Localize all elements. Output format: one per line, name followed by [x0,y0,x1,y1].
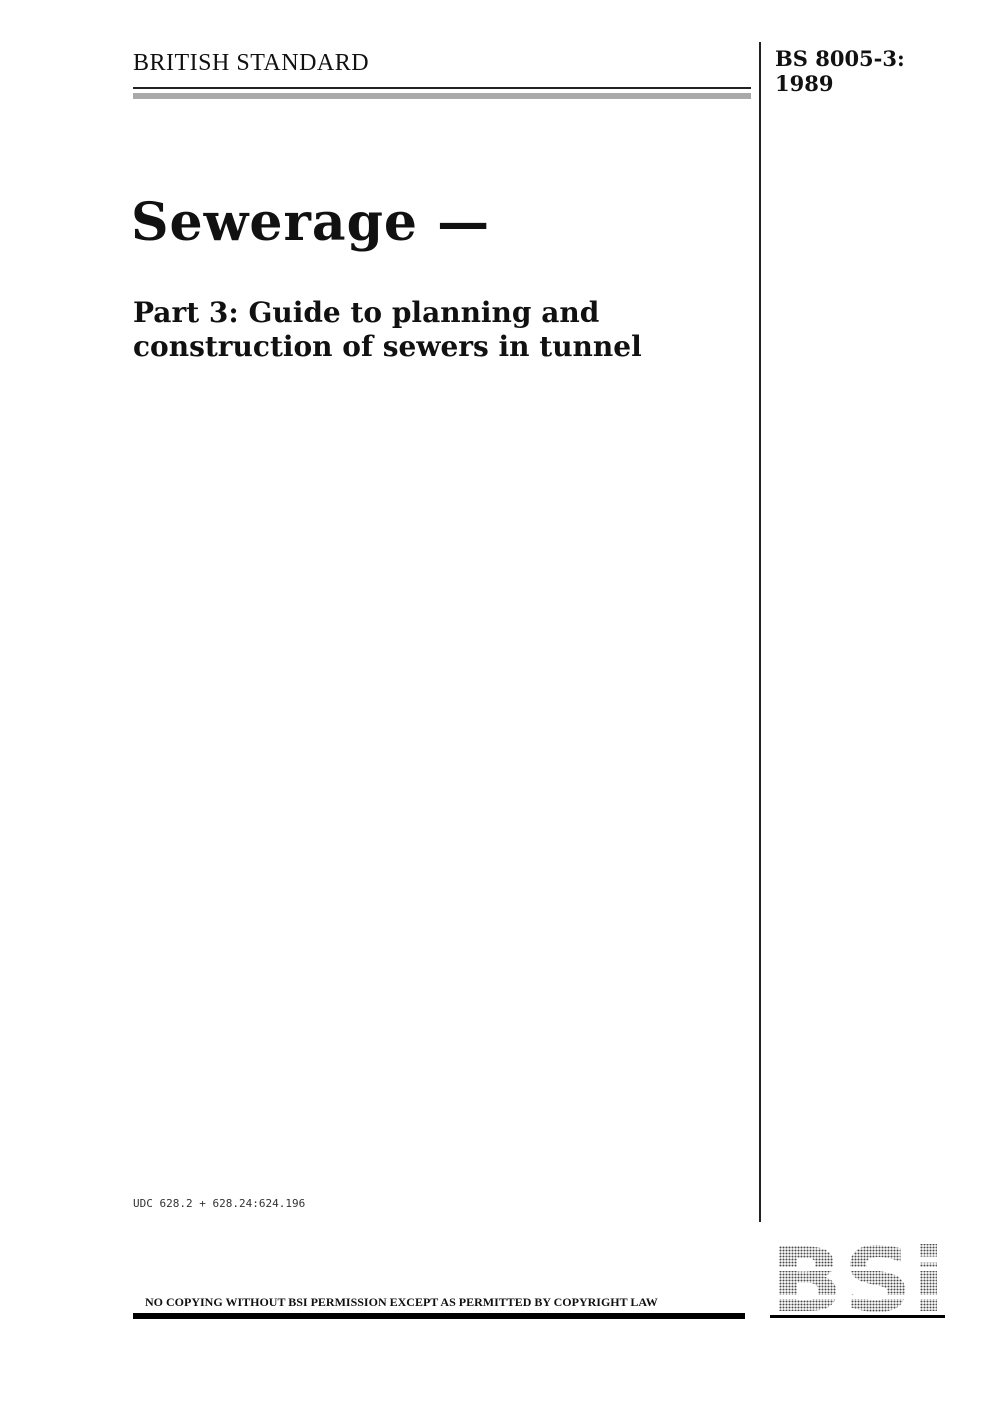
footer-rule [133,1313,745,1319]
page-subtitle [133,296,642,364]
margin-divider [759,42,761,1222]
bsi-logo-icon [770,1243,945,1321]
udc-classification: UDC 628.2 + 628.24:624.196 [133,1197,306,1210]
header-rule-thin [133,87,751,89]
standard-number-line1: BS 8005-3: [775,46,905,71]
standard-number-line2: 1989 [775,71,834,96]
copyright-notice: NO COPYING WITHOUT BSI PERMISSION EXCEPT AS PERMITTED BY COPYRIGHT LAW [145,1295,658,1309]
document-series-label: BRITISH STANDARD [133,50,370,76]
standard-number [775,46,905,96]
subtitle-line1: Part 3: Guide to planning and [133,296,600,329]
header-rule-thick [133,93,751,99]
subtitle-line2: construction of sewers in tunnel [133,330,642,363]
page-title: Sewerage — [131,192,491,253]
